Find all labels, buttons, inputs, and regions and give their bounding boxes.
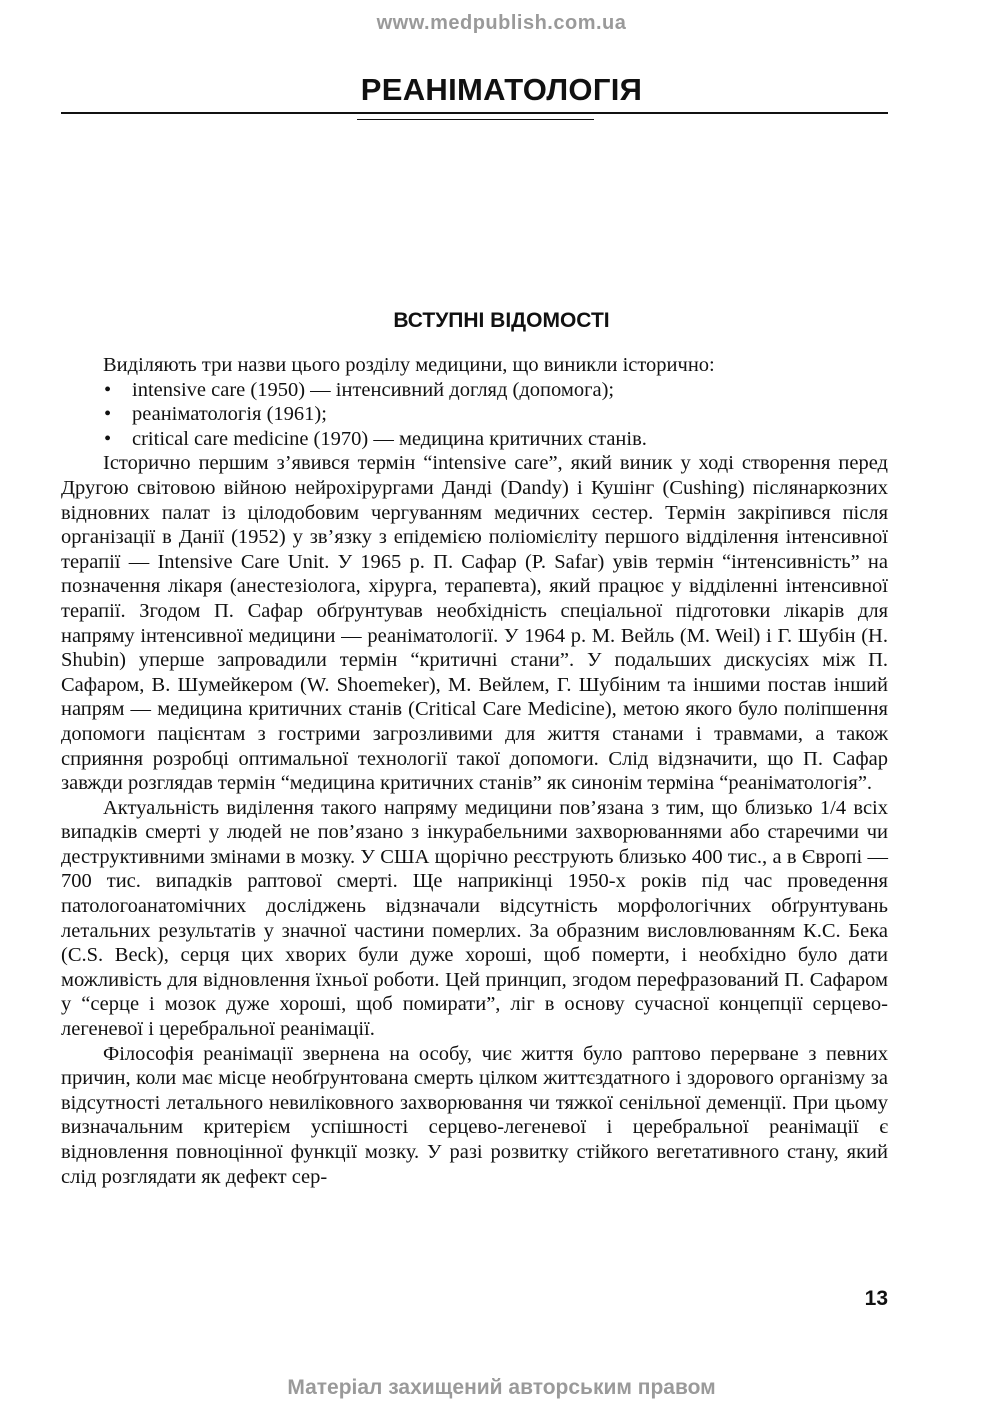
- bullet-icon: •: [104, 378, 112, 401]
- list-item-text: critical care medicine (1970) — медицина критичних станів.: [132, 427, 647, 450]
- list-item: [61, 378, 888, 403]
- bullet-icon: •: [104, 427, 112, 450]
- body-paragraph: Філософія реанімації звернена на особу, чиє життя було раптово перерване з певних причин, коли має місце необґрунтована смерть цілком життєздатного і здорового організму за відсутності летального невиліковного захворювання чи тяжкої сенільної деменції. При цьому визначальним критерієм успішності серцево-легеневої і церебральної реанімації є відновлення повноцінної функції мозку. У разі розвитку стійкого вегетативного стану, який слід розглядати як дефект сер-: [61, 1042, 888, 1188]
- list-item: [61, 402, 888, 427]
- list-item-text: реаніматологія (1961);: [132, 403, 327, 426]
- copyright-watermark: Матеріал захищений авторським правом: [287, 1376, 716, 1399]
- body-text: [61, 353, 888, 1189]
- bullet-icon: •: [104, 403, 112, 426]
- section-title: ВСТУПНІ ВІДОМОСТІ: [393, 309, 610, 332]
- website-watermark: www.medpublish.com.ua: [376, 12, 627, 34]
- body-paragraph: Історично першим з’явився термін “intensive care”, який виник у ході створення перед Другою світовою війною нейрохірургами Данді (Dandy) і Кушінг (Cushing) післянаркозних відновних палат із цілодобовим чергуванням медичних сестер. Термін закріпився після організації в Данії (1952) у зв’язку з епідемією поліомієліту першого відділення інтенсивної терапії — Intensive Care Unit. У 1965 р. П. Сафар (P. Safar) увів термін “інтенсивність” на позначення лікаря (анестезіолога, хірурга, терапевта), який працює у відділенні інтенсивної терапії. Згодом П. Сафар обґрунтував необхідність спеціальної підготовки лікарів для напряму інтенсивної медицини — реаніматології. У 1964 р. М. Вейль (M. Weil) і Г. Шубін (H. Shubin) уперше запровадили термін “критичні стани”. У подальших дискусіях між П. Сафаром, В. Шумейкером (W. Shoemeker), М. Вейлем, Г. Шубіним та іншими постав інший напрям — медицина критичних станів (Critical Care Medicine), метою якого було поліпшення допомоги пацієнтам з гострими загрозливими для життя станами і травмами, а також сприяння розробці оптимальної технології такої допомоги. Слід відзначити, що П. Сафар завжди розглядав термін “медицина критичних станів” як синонім терміна “реаніматологія”.: [61, 452, 888, 795]
- list-item-text: intensive care (1950) — інтенсивний догляд (допомога);: [132, 378, 615, 401]
- bullet-list: [61, 378, 888, 452]
- body-paragraph: Актуальність виділення такого напряму медицини пов’язана з тим, що близько 1/4 всіх випадків смерті у людей не пов’язано з інкурабельними захворюваннями або старечими чи деструктивними змінами в мозку. У США щорічно реєструють близько 400 тис., а в Європі — 700 тис. випадків раптової смерті. Ще наприкінці 1950-х років під час проведення патологоанатомічних досліджень відзначали відсутність морфологічних обґрунтувань летальних результатів у значної частини померлих. За образним висловлюванням К.С. Бека (C.S. Beck), серця цих хворих були дуже хороші, щоб померти, і необхідно було дати можливість для відновлення їхньої роботи. Цей принцип, згодом перефразований П. Сафаром у “серце і мозок дуже хороші, щоб помирати”, ліг в основу сучасної концепції серцево-легеневої і церебральної реанімації.: [61, 796, 888, 1041]
- chapter-title: РЕАНІМАТОЛОГІЯ: [360, 72, 643, 107]
- title-underline: [357, 119, 594, 120]
- list-item: [61, 427, 888, 452]
- page-number: 13: [864, 1287, 888, 1310]
- intro-paragraph: Виділяють три назви цього розділу медицини, що виникли історично:: [103, 354, 715, 376]
- title-rule: [61, 112, 888, 114]
